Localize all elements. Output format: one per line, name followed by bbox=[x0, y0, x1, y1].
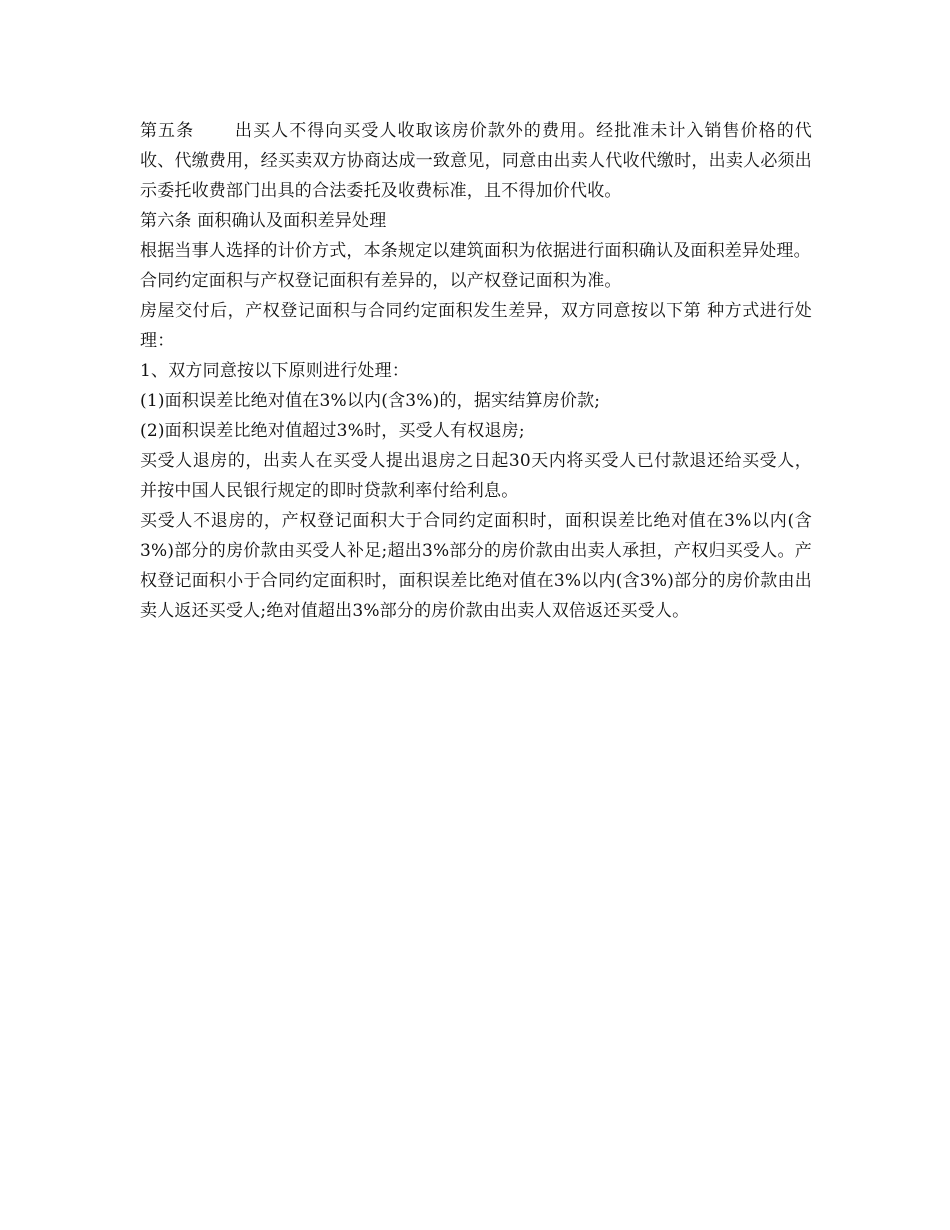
article-6-paragraph-3: 房屋交付后，产权登记面积与合同约定面积发生差异，双方同意按以下第 种方式进行处理： bbox=[140, 301, 812, 351]
article-6-paragraph-7: 买受人退房的，出卖人在买受人提出退房之日起30天内将买受人已付款退还给买受人，并按中国人民银行规定的即时贷款利率付给利息。 bbox=[140, 451, 812, 501]
article-6-paragraph-2: 合同约定面积与产权登记面积有差异的，以产权登记面积为准。 bbox=[140, 271, 622, 291]
article-6-paragraph-6: (2)面积误差比绝对值超过3%时，买受人有权退房; bbox=[140, 421, 525, 441]
article-6-paragraph-1: 根据当事人选择的计价方式，本条规定以建筑面积为依据进行面积确认及面积差异处理。 bbox=[140, 241, 811, 261]
article-5-paragraph bbox=[140, 116, 812, 206]
article-6-paragraph-4: 1、双方同意按以下原则进行处理： bbox=[140, 361, 410, 381]
article-5-text: 出买人不得向买受人收取该房价款外的费用。经批准未计入销售价格的代收、代缴费用，经买卖双方协商达成一致意见，同意由出卖人代收代缴时，出卖人必须出示委托收费部门出具的合法委托及收费标准，且不得加价代收。 bbox=[140, 121, 812, 201]
document-page bbox=[140, 116, 812, 626]
article-6-paragraph-8: 买受人不退房的，产权登记面积大于合同约定面积时，面积误差比绝对值在3%以内(含3%)部分的房价款由买受人补足;超出3%部分的房价款由出卖人承担，产权归买受人。产权登记面积小于合同约定面积时，面积误差比绝对值在3%以内(含3%)部分的房价款由出卖人返还买受人;绝对值超出3%部分的房价款由出卖人双倍返还买受人。 bbox=[140, 511, 812, 621]
article-5-heading: 第五条 bbox=[140, 121, 195, 141]
article-6-paragraph-5: (1)面积误差比绝对值在3%以内(含3%)的，据实结算房价款; bbox=[140, 391, 601, 411]
article-6-heading: 第六条 面积确认及面积差异处理 bbox=[140, 211, 387, 231]
